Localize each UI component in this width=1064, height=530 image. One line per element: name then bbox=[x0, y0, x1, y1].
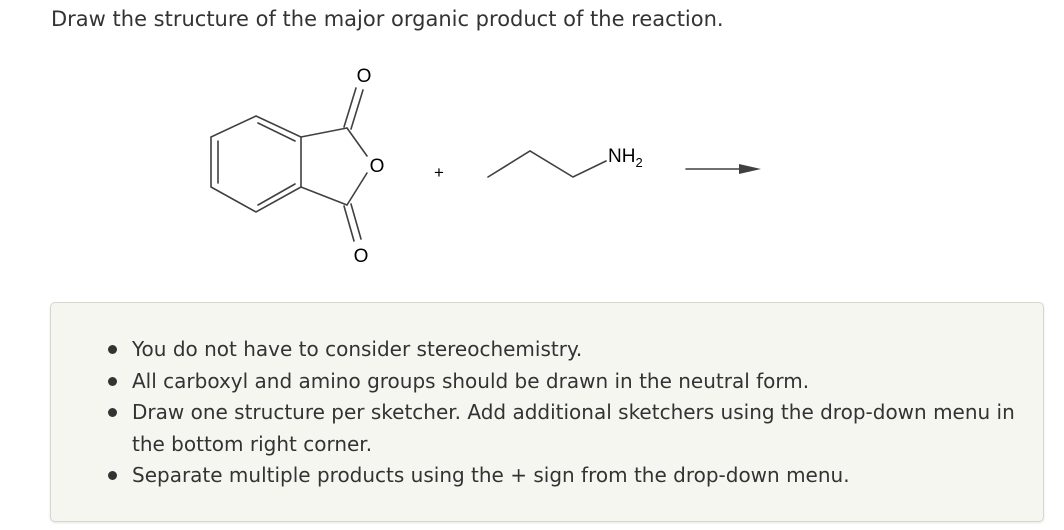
plus-sign: + bbox=[434, 163, 444, 182]
propylamine-structure bbox=[488, 146, 643, 177]
phthalic-anhydride-structure bbox=[211, 66, 384, 267]
instruction-item bbox=[51, 397, 1043, 460]
instruction-text: Draw one structure per sketcher. Add additional sketchers using the drop-down menu in the bottom right corner. bbox=[132, 400, 1015, 456]
bullet-icon bbox=[108, 408, 117, 417]
carbonyl-top bbox=[344, 88, 363, 129]
amine-group-label bbox=[608, 146, 643, 170]
top-oxygen-label: O bbox=[356, 66, 372, 87]
instructions-panel bbox=[50, 302, 1044, 522]
instruction-text: All carboxyl and amino groups should be drawn in the neutral form. bbox=[132, 368, 810, 393]
bullet-icon bbox=[108, 345, 117, 354]
amine-subscript: 2 bbox=[635, 155, 643, 170]
benzene-ring bbox=[211, 116, 301, 212]
carbonyl-bottom bbox=[344, 204, 361, 241]
amine-nh-label: NH bbox=[608, 146, 636, 167]
question-prompt: Draw the structure of the major organic product of the reaction. bbox=[51, 7, 724, 31]
instruction-item bbox=[51, 460, 1043, 492]
anhydride-ring bbox=[301, 128, 367, 205]
reaction-arrow-icon bbox=[686, 164, 761, 174]
instructions-list bbox=[51, 334, 1043, 492]
ring-oxygen-label: O bbox=[369, 156, 385, 177]
bullet-icon bbox=[108, 471, 117, 480]
instruction-item bbox=[51, 366, 1043, 398]
bullet-icon bbox=[108, 377, 117, 386]
instruction-item bbox=[51, 334, 1043, 366]
bottom-oxygen-label: O bbox=[353, 246, 369, 267]
instruction-text: Separate multiple products using the + sign from the drop-down menu. bbox=[132, 463, 850, 487]
instruction-text: You do not have to consider stereochemistry. bbox=[132, 337, 583, 361]
